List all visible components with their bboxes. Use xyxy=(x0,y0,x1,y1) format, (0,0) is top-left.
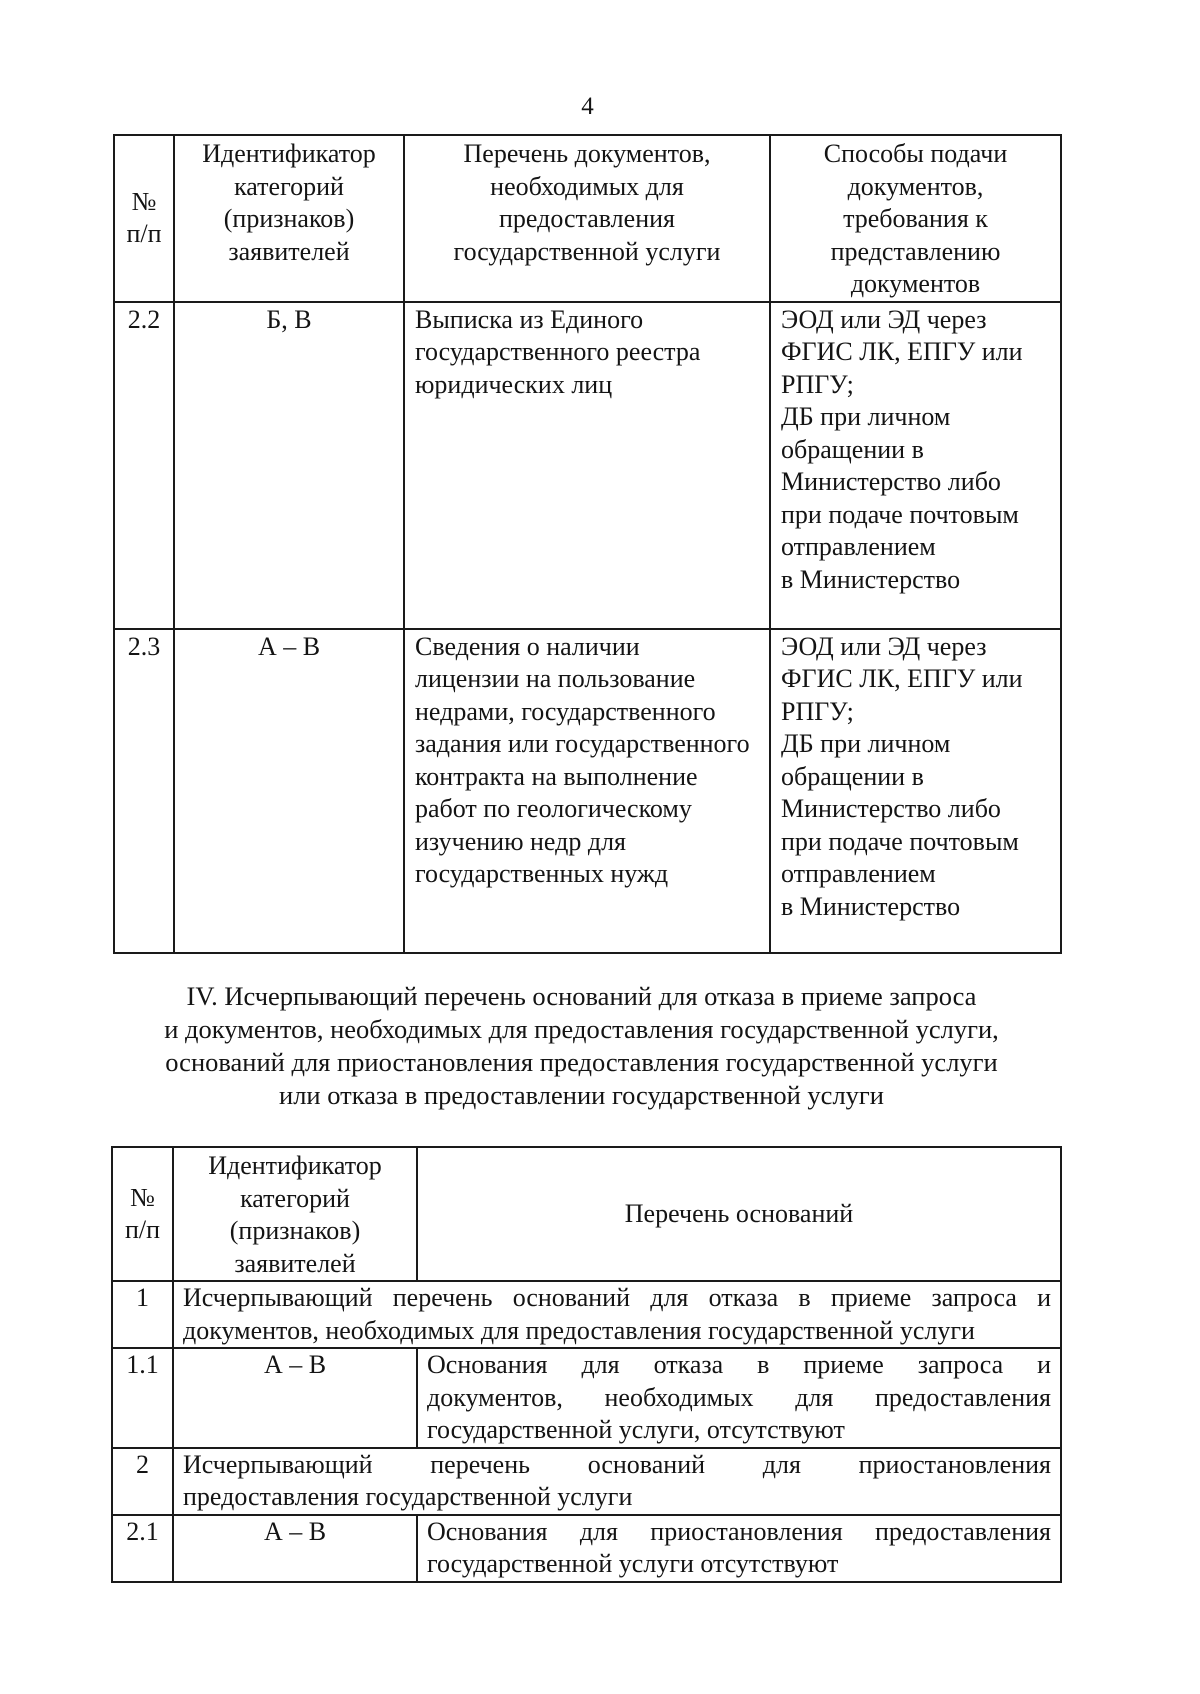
row-documents-line: государственного реестра xyxy=(415,337,701,366)
row-grounds-cell xyxy=(417,1515,1061,1582)
header-number-cell xyxy=(112,1147,173,1281)
header-category-line: Идентификатор xyxy=(208,1151,382,1180)
row-methods-line: ЭОД или ЭД через xyxy=(781,304,987,334)
row-documents-line: юридических лиц xyxy=(415,369,613,399)
grounds-table-row xyxy=(112,1515,1061,1582)
row-category-cell: А – В xyxy=(173,1348,417,1448)
row-methods-line: при подаче почтовым xyxy=(781,499,1019,529)
header-grounds-cell: Перечень оснований xyxy=(417,1147,1061,1281)
section-title-line: оснований для приостановления предоставления государственной услуги xyxy=(165,1047,998,1077)
row-documents-line: изучению недр для xyxy=(415,826,627,856)
row-number-cell: 2 xyxy=(112,1448,173,1515)
header-category-cell xyxy=(173,1147,417,1281)
row-methods-line: Министерство либо xyxy=(781,467,1001,496)
row-grounds-line: Исчерпывающий перечень оснований для отказа в приеме запроса и xyxy=(183,1283,1051,1312)
row-methods-line: ЭОД или ЭД через xyxy=(781,631,987,661)
row-number-cell: 2.3 xyxy=(114,629,174,953)
header-documents-cell xyxy=(404,135,770,302)
header-number-cell xyxy=(114,135,174,302)
row-documents-line: лицензии на пользование xyxy=(415,664,696,693)
header-number-line: № xyxy=(130,1182,155,1212)
row-grounds-line: государственной услуги, отсутствуют xyxy=(427,1415,845,1444)
row-number-cell: 1 xyxy=(112,1281,173,1348)
header-number-line: п/п xyxy=(124,1215,161,1244)
row-grounds-line: документов, необходимых для предоставления xyxy=(427,1382,1051,1412)
row-methods-line: ФГИС ЛК, ЕПГУ или xyxy=(781,664,1023,693)
row-documents-line: задания или государственного xyxy=(415,729,750,758)
row-methods-line: РПГУ; xyxy=(781,696,854,726)
header-category-cell xyxy=(174,135,404,302)
header-documents-line: необходимых для xyxy=(490,171,684,201)
row-methods-cell xyxy=(770,629,1061,953)
row-documents-line: работ по геологическому xyxy=(415,794,692,823)
row-methods-line: ДБ при личном xyxy=(781,402,951,431)
header-category-line: Идентификатор xyxy=(202,139,376,168)
row-documents-line: государственных нужд xyxy=(415,859,669,888)
header-methods-line: требования к xyxy=(843,204,988,233)
row-number-cell: 2.1 xyxy=(112,1515,173,1582)
header-number-line: п/п xyxy=(126,219,162,249)
header-documents-line: государственной услуги xyxy=(453,236,721,266)
row-documents-line: контракта на выполнение xyxy=(415,761,698,791)
row-grounds-line: Основания для приостановления предоставления xyxy=(427,1516,1051,1546)
row-documents-cell xyxy=(404,629,770,953)
row-grounds-cell xyxy=(173,1448,1061,1515)
row-grounds-line: предоставления государственной услуги xyxy=(183,1482,633,1511)
row-methods-line: ФГИС ЛК, ЕПГУ или xyxy=(781,337,1023,366)
row-methods-line: в Министерство xyxy=(781,564,961,594)
header-category-line: заявителей xyxy=(228,236,350,266)
header-category-line: категорий xyxy=(234,171,344,201)
section-title-line: или отказа в предоставлении государственной услуги xyxy=(279,1080,884,1110)
row-number-cell: 1.1 xyxy=(112,1348,173,1448)
header-methods-line: представлению xyxy=(830,236,1001,266)
row-documents-line: недрами, государственного xyxy=(415,696,716,726)
header-category-line: (признаков) xyxy=(223,204,355,233)
header-category-line: заявителей xyxy=(234,1248,356,1278)
header-methods-line: Способы подачи xyxy=(823,139,1008,168)
grounds-table-row xyxy=(112,1281,1061,1348)
header-number-line: № xyxy=(131,186,157,216)
row-documents-line: Выписка из Единого xyxy=(415,304,644,334)
row-grounds-cell xyxy=(417,1348,1061,1448)
row-category-cell: А – В xyxy=(174,629,404,953)
documents-table xyxy=(113,134,1062,954)
row-methods-line: отправлением xyxy=(781,859,936,888)
header-category-line: (признаков) xyxy=(229,1216,361,1245)
row-methods-line: обращении в xyxy=(781,434,924,464)
row-category-cell: А – В xyxy=(173,1515,417,1582)
section-title xyxy=(103,980,1060,1112)
header-category-line: категорий xyxy=(240,1183,350,1213)
section-title-line: IV. Исчерпывающий перечень оснований для отказа в приеме запроса xyxy=(186,981,977,1011)
row-category-cell: Б, В xyxy=(174,302,404,629)
row-grounds-line: Основания для отказа в приеме запроса и xyxy=(427,1350,1051,1379)
header-documents-line: Перечень документов, xyxy=(463,139,711,168)
documents-table-header-row xyxy=(114,135,1061,302)
row-methods-line: при подаче почтовым xyxy=(781,826,1019,856)
documents-table-row xyxy=(114,629,1061,953)
row-documents-line: Сведения о наличии xyxy=(415,631,640,661)
header-methods-line: документов, xyxy=(847,171,984,201)
row-methods-cell xyxy=(770,302,1061,629)
row-documents-cell xyxy=(404,302,770,629)
documents-table-row xyxy=(114,302,1061,629)
row-methods-line: ДБ при личном xyxy=(781,729,951,758)
grounds-table xyxy=(111,1146,1062,1583)
row-grounds-cell xyxy=(173,1281,1061,1348)
row-grounds-line: государственной услуги отсутствуют xyxy=(427,1549,839,1578)
row-grounds-line: документов, необходимых для предоставления государственной услуги xyxy=(183,1315,975,1345)
row-grounds-line: Исчерпывающий перечень оснований для приостановления xyxy=(183,1449,1051,1479)
header-documents-line: предоставления xyxy=(499,204,675,233)
row-methods-line: отправлением xyxy=(781,532,936,561)
header-methods-line: документов xyxy=(850,269,981,298)
row-methods-line: Министерство либо xyxy=(781,794,1001,823)
row-methods-line: РПГУ; xyxy=(781,369,854,399)
grounds-table-row xyxy=(112,1348,1061,1448)
section-title-line: и документов, необходимых для предоставления государственной услуги, xyxy=(164,1014,999,1044)
grounds-table-header-row xyxy=(112,1147,1061,1281)
row-methods-line: в Министерство xyxy=(781,891,961,921)
header-methods-cell xyxy=(770,135,1061,302)
row-methods-line: обращении в xyxy=(781,761,924,791)
grounds-table-row xyxy=(112,1448,1061,1515)
row-number-cell: 2.2 xyxy=(114,302,174,629)
page-number: 4 xyxy=(581,93,594,120)
